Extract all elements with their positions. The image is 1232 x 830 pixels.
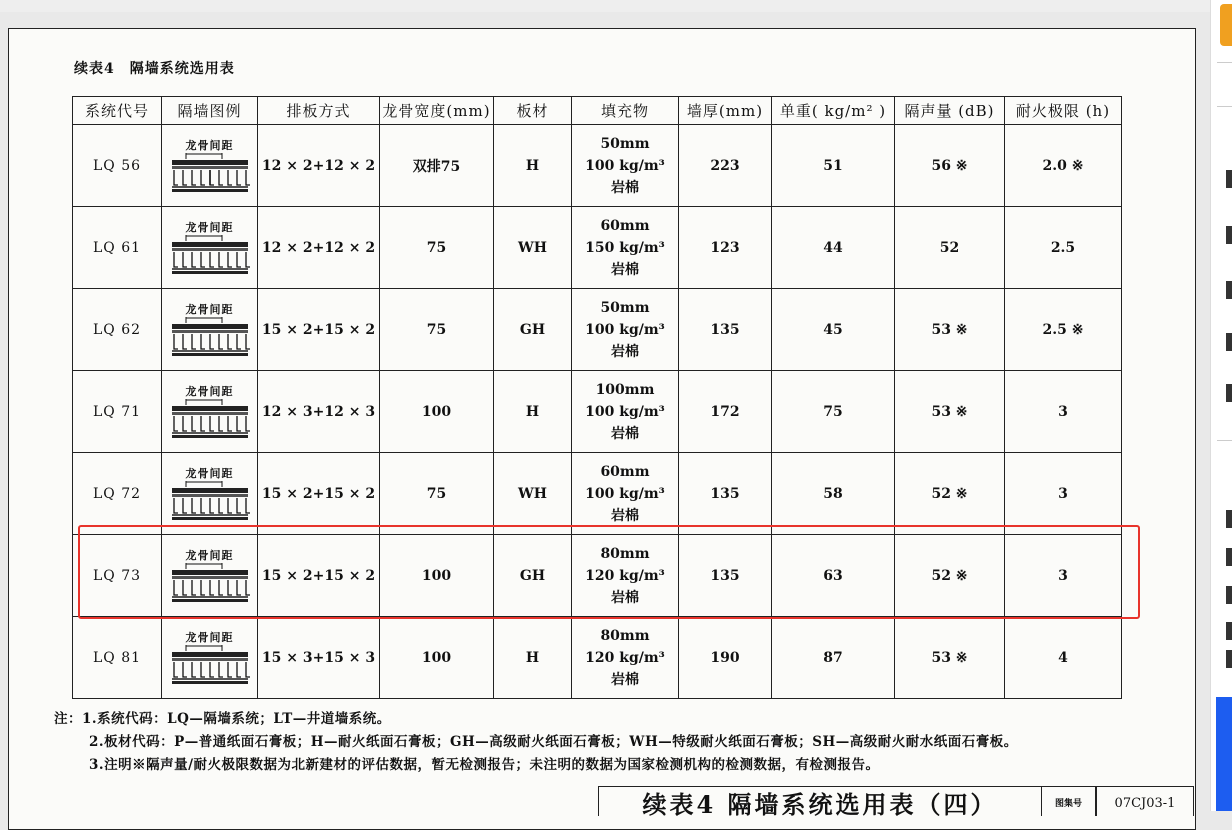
viewer-top-strip	[0, 0, 1210, 12]
wall-thickness-cell: 135	[679, 535, 772, 617]
wall-diagram-cell	[162, 125, 258, 207]
board-type-cell: H	[494, 125, 572, 207]
wall-section-icon	[170, 644, 250, 684]
system-code-cell: LQ 62	[73, 289, 162, 371]
wall-section-diagram	[162, 386, 257, 438]
board-type-cell: GH	[494, 289, 572, 371]
wall-section-diagram	[162, 632, 257, 684]
wall-thickness-cell: 135	[679, 289, 772, 371]
system-code-cell: LQ 71	[73, 371, 162, 453]
table-row	[73, 125, 1122, 207]
side-divider	[1217, 106, 1232, 107]
wall-thickness-cell: 190	[679, 617, 772, 699]
board-layout-cell: 15 × 2+15 × 2	[258, 289, 380, 371]
board-layout-cell: 12 × 2+12 × 2	[258, 207, 380, 289]
unit-weight-cell: 63	[772, 535, 895, 617]
filler-line: 岩棉	[611, 589, 639, 606]
wall-section-diagram	[162, 140, 257, 192]
sound-insulation-cell: 52 ※	[895, 453, 1005, 535]
stud-width-cell: 75	[380, 289, 494, 371]
sound-insulation-cell: 52	[895, 207, 1005, 289]
drawing-title: 续表4 隔墙系统选用表（四）	[598, 786, 1042, 816]
stud-spacing-label: 龙骨间距	[185, 466, 234, 480]
fire-rating-cell: 2.5	[1005, 207, 1122, 289]
unit-weight-cell: 75	[772, 371, 895, 453]
filler-line: 120 kg/m³	[585, 649, 665, 666]
fire-rating-cell: 4	[1005, 617, 1122, 699]
wall-section-diagram	[162, 468, 257, 520]
wall-thickness-cell: 135	[679, 453, 772, 535]
sound-insulation-cell: 53 ※	[895, 371, 1005, 453]
sound-insulation-cell: 52 ※	[895, 535, 1005, 617]
side-marker	[1226, 333, 1232, 351]
stud-width-cell: 75	[380, 453, 494, 535]
filler-line: 60mm	[600, 463, 650, 480]
stud-width-cell: 双排75	[380, 125, 494, 207]
side-marker	[1226, 170, 1232, 188]
header-cell: 墙厚(mm)	[679, 97, 772, 125]
header-row	[73, 97, 1122, 125]
atlas-label: 图集号	[1042, 786, 1096, 816]
board-layout-cell: 15 × 3+15 × 3	[258, 617, 380, 699]
stud-spacing-label: 龙骨间距	[185, 302, 234, 316]
side-marker	[1226, 548, 1232, 566]
system-code-cell: LQ 81	[73, 617, 162, 699]
filler-line: 100 kg/m³	[585, 403, 665, 420]
side-marker	[1226, 384, 1232, 402]
table-row	[73, 371, 1122, 453]
side-orange-tab[interactable]	[1220, 4, 1232, 46]
header-cell: 单重( kg/m² )	[772, 97, 895, 125]
wall-diagram-cell	[162, 371, 258, 453]
header-cell: 系统代号	[73, 97, 162, 125]
board-layout-cell: 12 × 2+12 × 2	[258, 125, 380, 207]
board-layout-cell: 15 × 2+15 × 2	[258, 453, 380, 535]
filler-line: 50mm	[600, 135, 650, 152]
wall-section-icon	[170, 398, 250, 438]
header-cell: 耐火极限 (h)	[1005, 97, 1122, 125]
board-type-cell: WH	[494, 453, 572, 535]
filler-cell	[572, 617, 679, 699]
sound-insulation-cell: 53 ※	[895, 289, 1005, 371]
wall-diagram-cell	[162, 289, 258, 371]
wall-section-icon	[170, 480, 250, 520]
stud-spacing-label: 龙骨间距	[185, 384, 234, 398]
table-row	[73, 453, 1122, 535]
sound-insulation-cell: 53 ※	[895, 617, 1005, 699]
filler-cell	[572, 371, 679, 453]
filler-line: 岩棉	[611, 343, 639, 360]
table-row	[73, 207, 1122, 289]
filler-line: 150 kg/m³	[585, 239, 665, 256]
filler-line: 岩棉	[611, 261, 639, 278]
filler-line: 100mm	[595, 381, 655, 398]
header-cell: 隔墙图例	[162, 97, 258, 125]
fire-rating-cell: 2.5 ※	[1005, 289, 1122, 371]
filler-line: 80mm	[600, 627, 650, 644]
filler-line: 100 kg/m³	[585, 321, 665, 338]
filler-line: 岩棉	[611, 671, 639, 688]
wall-section-icon	[170, 234, 250, 274]
header-cell: 板材	[494, 97, 572, 125]
unit-weight-cell: 58	[772, 453, 895, 535]
wall-thickness-cell: 223	[679, 125, 772, 207]
table-row	[73, 289, 1122, 371]
wall-section-diagram	[162, 222, 257, 274]
filler-cell	[572, 125, 679, 207]
side-divider	[1217, 440, 1232, 441]
board-type-cell: GH	[494, 535, 572, 617]
fire-rating-cell: 2.0 ※	[1005, 125, 1122, 207]
table-caption: 续表4 隔墙系统选用表	[74, 61, 235, 77]
stud-width-cell: 100	[380, 617, 494, 699]
atlas-number: 07CJ03-1	[1096, 786, 1194, 816]
system-code-cell: LQ 61	[73, 207, 162, 289]
stud-spacing-label: 龙骨间距	[185, 630, 234, 644]
fire-rating-cell: 3	[1005, 453, 1122, 535]
board-type-cell: H	[494, 371, 572, 453]
unit-weight-cell: 45	[772, 289, 895, 371]
system-code-cell: LQ 72	[73, 453, 162, 535]
wall-diagram-cell	[162, 207, 258, 289]
filler-cell	[572, 207, 679, 289]
system-code-cell: LQ 73	[73, 535, 162, 617]
wall-diagram-cell	[162, 453, 258, 535]
filler-line: 100 kg/m³	[585, 157, 665, 174]
side-marker	[1226, 510, 1232, 528]
board-type-cell: H	[494, 617, 572, 699]
side-marker	[1226, 622, 1232, 640]
wall-diagram-cell	[162, 617, 258, 699]
side-blue-button[interactable]	[1216, 697, 1232, 811]
stud-spacing-label: 龙骨间距	[185, 138, 234, 152]
note-2: 2.板材代码：P—普通纸面石膏板；H—耐火纸面石膏板；GH—高级耐火纸面石膏板；WH—特级耐火纸面石膏板；SH—高级耐火耐水纸面石膏板。	[89, 734, 1018, 750]
side-marker	[1226, 226, 1232, 244]
board-type-cell: WH	[494, 207, 572, 289]
stud-spacing-label: 龙骨间距	[185, 220, 234, 234]
wall-thickness-cell: 123	[679, 207, 772, 289]
row-highlight-box	[78, 525, 1140, 619]
system-code-cell: LQ 56	[73, 125, 162, 207]
wall-section-icon	[170, 152, 250, 192]
stud-width-cell: 75	[380, 207, 494, 289]
notes-block	[54, 708, 1018, 777]
filler-line: 岩棉	[611, 507, 639, 524]
header-cell: 隔声量 (dB)	[895, 97, 1005, 125]
fire-rating-cell: 3	[1005, 535, 1122, 617]
board-layout-cell: 15 × 2+15 × 2	[258, 535, 380, 617]
fire-rating-cell: 3	[1005, 371, 1122, 453]
filler-line: 60mm	[600, 217, 650, 234]
filler-line: 岩棉	[611, 425, 639, 442]
header-cell: 龙骨宽度(mm)	[380, 97, 494, 125]
filler-cell	[572, 289, 679, 371]
note-3: 3.注明※隔声量/耐火极限数据为北新建材的评估数据，暂无检测报告；未注明的数据为国家检测机构的检测数据，有检测报告。	[89, 757, 880, 773]
filler-line: 120 kg/m³	[585, 567, 665, 584]
viewer-side-panel	[1210, 0, 1232, 811]
wall-thickness-cell: 172	[679, 371, 772, 453]
filler-line: 80mm	[600, 545, 650, 562]
note-1: 注：1.系统代码：LQ—隔墙系统；LT—井道墙系统。	[54, 711, 391, 727]
side-divider	[1217, 62, 1232, 63]
stud-spacing-label: 龙骨间距	[185, 548, 234, 562]
wall-section-icon	[170, 316, 250, 356]
stud-width-cell: 100	[380, 535, 494, 617]
side-marker	[1226, 586, 1232, 604]
filler-cell	[572, 453, 679, 535]
header-cell: 排板方式	[258, 97, 380, 125]
table-row	[73, 617, 1122, 699]
stud-width-cell: 100	[380, 371, 494, 453]
board-layout-cell: 12 × 3+12 × 3	[258, 371, 380, 453]
header-cell: 填充物	[572, 97, 679, 125]
filler-line: 50mm	[600, 299, 650, 316]
unit-weight-cell: 51	[772, 125, 895, 207]
sound-insulation-cell: 56 ※	[895, 125, 1005, 207]
filler-line: 岩棉	[611, 179, 639, 196]
filler-line: 100 kg/m³	[585, 485, 665, 502]
unit-weight-cell: 44	[772, 207, 895, 289]
wall-section-diagram	[162, 304, 257, 356]
unit-weight-cell: 87	[772, 617, 895, 699]
side-marker	[1226, 650, 1232, 668]
side-marker	[1226, 281, 1232, 299]
